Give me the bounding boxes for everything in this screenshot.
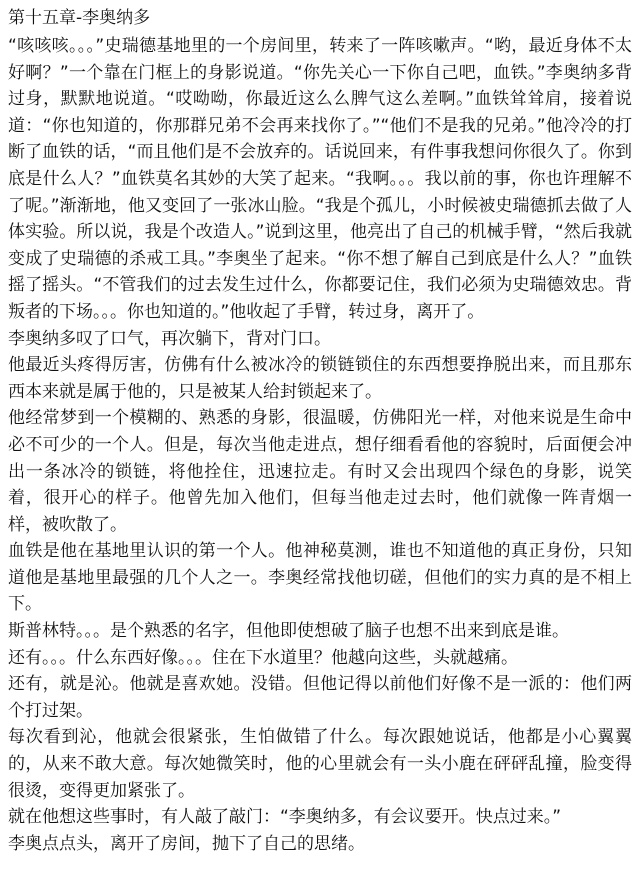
paragraph: 还有。。。什么东西好像。。。住在下水道里？他越向这些，头就越痛。 <box>8 647 518 668</box>
paragraph: 李奥点点头，离开了房间，抛下了自己的思绪。 <box>8 833 365 854</box>
paragraph: 还有，就是沁。他就是喜欢她。没错。但他记得以前他们好像不是一派的：他们两个打过架。 <box>8 674 632 721</box>
paragraph: 斯普林特。。。是个熟悉的名字，但他即使想破了脑子也想不出来到底是谁。 <box>8 621 569 642</box>
paragraph: 李奥纳多叹了口气，再次躺下，背对门口。 <box>8 328 331 349</box>
chapter-title: 第十五章-李奥纳多 <box>8 8 151 28</box>
paragraph: 他最近头疼得厉害，仿佛有什么被冰冷的锁链锁住的东西想要挣脱出来，而且那东西本来就是属于他的，只是被某人给封锁起来了。 <box>8 355 632 402</box>
paragraph: 就在他想这些事时，有人敲了敲门：“李奥纳多，有会议要开。快点过来。” <box>8 807 562 828</box>
paragraph: 血铁是他在基地里认识的第一个人。他神秘莫测，谁也不知道他的真正身份，只知道他是基地里最强的几个人之一。李奥经常找他切磋，但他们的实力真的是不相上下。 <box>8 541 632 615</box>
paragraph: 他经常梦到一个模糊的、熟悉的身影，很温暖，仿佛阳光一样，对他来说是生命中必不可少的一个人。但是，每次当他走进点，想仔细看看他的容貌时，后面便会冲出一条冰冷的锁链，将他拴住，迅速拉走。有时又会出现四个绿色的身影，说笑着，很开心的样子。他曾先加入他们，但每当他走过去时，他们就像一阵青烟一样，被吹散了。 <box>8 408 632 535</box>
paragraph: 每次看到沁，他就会很紧张，生怕做错了什么。每次跟她说话，他都是小心翼翼的，从来不敢大意。每次她微笑时，他的心里就会有一头小鹿在砰砰乱撞，脸变得很烫，变得更加紧张了。 <box>8 727 632 801</box>
paragraph: “咳咳咳。。。”史瑞德基地里的一个房间里，转来了一阵咳嗽声。“哟，最近身体不太好啊？”一个靠在门框上的身影说道。“你先关心一下你自己吧，血铁。”李奥纳多背过身，默默地说道。“哎呦呦，你最近这么么脾气这么差啊。”血铁耸耸肩，接着说道：“你也知道的，你那群兄弟不会再来找你了。”“他们不是我的兄弟。”他冷冷的打断了血铁的话，“而且他们是不会放弃的。话说回来，有件事我想问你很久了。你到底是什么人？”血铁莫名其妙的大笑了起来。“我啊。。。我以前的事，你也许理解不了呢。”渐渐地，他又变回了一张冰山脸。“我是个孤儿，小时候被史瑞德抓去做了人体实验。所以说，我是个改造人。”说到这里，他亮出了自己的机械手臂，“然后我就变成了史瑞德的杀戒工具。”李奥坐了起来。“你不想了解自己到底是什么人？”血铁摇了摇头。“不管我们的过去发生过什么，你都要记住，我们必须为史瑞德效忠。背叛者的下场。。。你也知道的。”他收起了手臂，转过身，离开了。 <box>8 36 632 322</box>
